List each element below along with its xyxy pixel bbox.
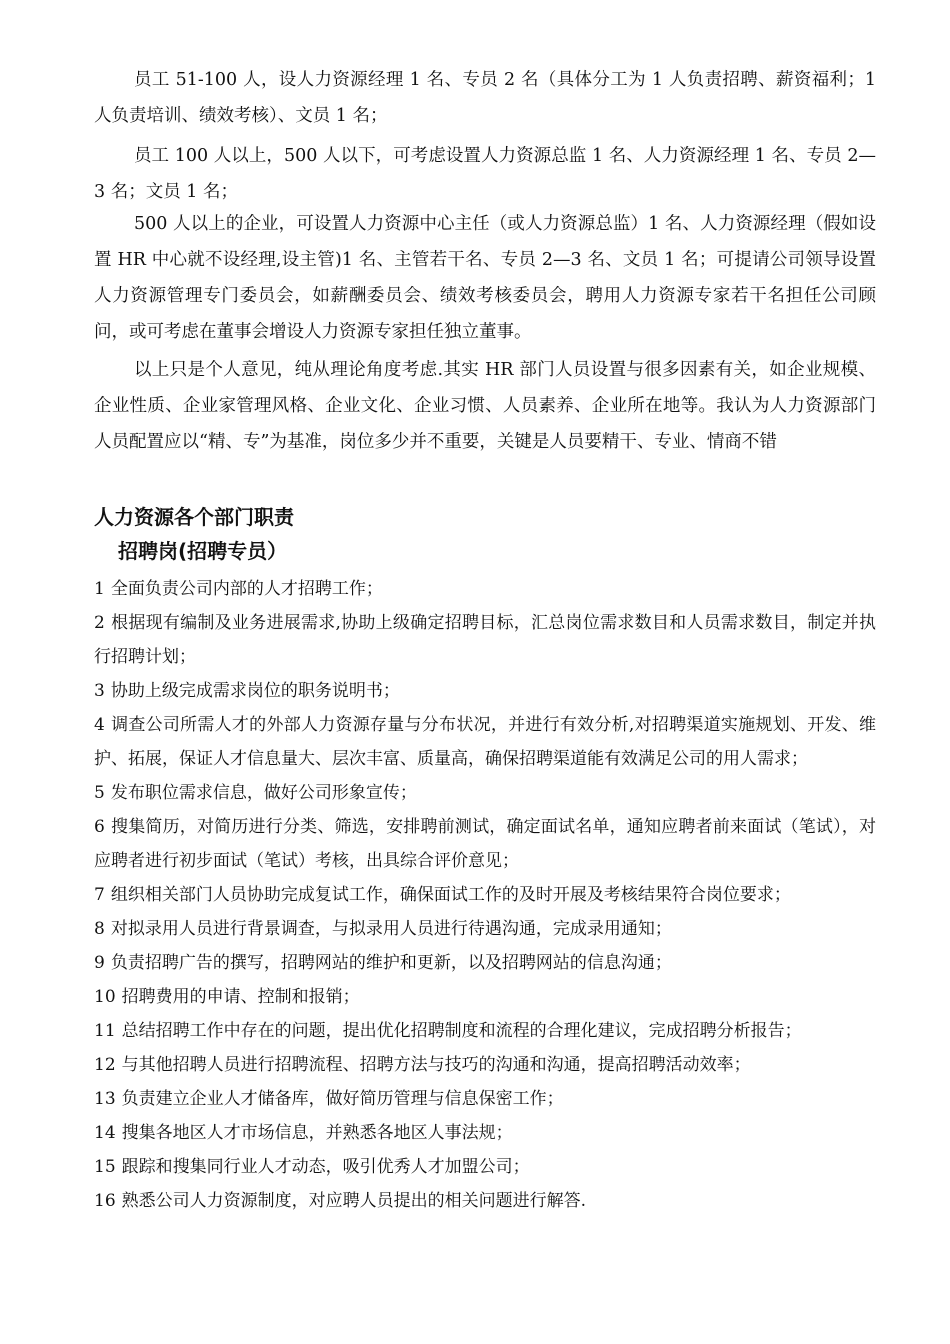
duty-item: [94, 1014, 876, 1048]
paragraph-staffing-over-500: 500 人以上的企业，可设置人力资源中心主任（或人力资源总监）1 名、人力资源经理（假如设置 HR 中心就不设经理,设主管)1 名、主管若干名、专员 2—3 名、文员 1 名；可提请公司领导设置人力资源管理专门委员会，如薪酬委员会、绩效考核委员会，聘用人力资源专家若干名担任公司顾问，或可考虑在董事会增设人力资源专家担任独立董事。: [94, 214, 876, 342]
duty-number: 7: [94, 885, 105, 905]
duty-number: 3: [94, 681, 105, 701]
duty-text: 对拟录用人员进行背景调查，与拟录用人员进行待遇沟通，完成录用通知；: [110, 919, 672, 939]
duty-number: 8: [94, 919, 105, 939]
duty-number: 4: [94, 715, 105, 735]
duty-text: 搜集各地区人才市场信息，并熟悉各地区人事法规；: [121, 1123, 513, 1143]
duty-number: 6: [94, 817, 105, 837]
duty-number: 15: [94, 1157, 116, 1177]
duty-number: 12: [94, 1055, 116, 1075]
duty-item: [94, 572, 876, 606]
duty-number: 13: [94, 1089, 116, 1109]
duty-number: 14: [94, 1123, 116, 1143]
duty-number: 9: [94, 953, 105, 973]
duty-item: [94, 674, 876, 708]
duty-text: 发布职位需求信息，做好公司形象宣传；: [110, 783, 417, 803]
duty-item: [94, 1150, 876, 1184]
duty-item: [94, 810, 876, 878]
duty-number: 5: [94, 783, 105, 803]
duty-number: 2: [94, 613, 105, 633]
duty-text: 组织相关部门人员协助完成复试工作，确保面试工作的及时开展及考核结果符合岗位要求；: [110, 885, 791, 905]
duty-item: [94, 878, 876, 912]
paragraph-personal-opinion: 以上只是个人意见，纯从理论角度考虑.其实 HR 部门人员设置与很多因素有关，如企业规模、企业性质、企业家管理风格、企业文化、企业习惯、人员素养、企业所在地等。我认为人力资源部门人员配置应以“精、专”为基准，岗位多少并不重要，关键是人员要精干、专业、情商不错: [94, 360, 876, 452]
duty-text: 跟踪和搜集同行业人才动态，吸引优秀人才加盟公司；: [121, 1157, 530, 1177]
duty-item: [94, 912, 876, 946]
duty-text: 与其他招聘人员进行招聘流程、招聘方法与技巧的沟通和沟通，提高招聘活动效率；: [121, 1055, 751, 1075]
duty-number: 10: [94, 987, 116, 1007]
duty-text: 负责招聘广告的撰写，招聘网站的维护和更新，以及招聘网站的信息沟通；: [110, 953, 672, 973]
duty-item: [94, 606, 876, 674]
duty-text: 总结招聘工作中存在的问题，提出优化招聘制度和流程的合理化建议，完成招聘分析报告；: [121, 1021, 802, 1041]
duty-text: 招聘费用的申请、控制和报销；: [121, 987, 360, 1007]
paragraph-staffing-51-100: 员工 51-100 人，设人力资源经理 1 名、专员 2 名（具体分工为 1 人负责招聘、薪资福利；1 人负责培训、绩效考核）、文员 1 名；: [94, 70, 876, 126]
duty-text: 熟悉公司人力资源制度，对应聘人员提出的相关问题进行解答.: [121, 1191, 587, 1211]
duty-item: [94, 946, 876, 980]
duty-text: 协助上级完成需求岗位的职务说明书；: [110, 681, 400, 701]
duty-item: [94, 1048, 876, 1082]
section-title: 人力资源各个部门职责: [94, 505, 294, 529]
duty-number: 11: [94, 1021, 116, 1041]
duty-number: 16: [94, 1191, 116, 1211]
subsection-title: 招聘岗(招聘专员）: [118, 539, 288, 563]
duty-item: [94, 1184, 876, 1218]
duty-text: 负责建立企业人才储备库，做好简历管理与信息保密工作；: [121, 1089, 564, 1109]
duty-item: [94, 1082, 876, 1116]
duty-text: 调查公司所需人才的外部人力资源存量与分布状况，并进行有效分析,对招聘渠道实施规划、开发、维护、拓展，保证人才信息量大、层次丰富、质量高，确保招聘渠道能有效满足公司的用人需求；: [94, 715, 876, 769]
duty-text: 搜集简历，对简历进行分类、筛选，安排聘前测试，确定面试名单，通知应聘者前来面试（笔试），对应聘者进行初步面试（笔试）考核，出具综合评价意见；: [94, 817, 876, 871]
duty-list: [94, 572, 876, 1218]
duty-item: [94, 1116, 876, 1150]
duty-item: [94, 708, 876, 776]
duty-item: [94, 980, 876, 1014]
duty-text: 全面负责公司内部的人才招聘工作；: [110, 579, 383, 599]
paragraph-staffing-100-500: 员工 100 人以上，500 人以下，可考虑设置人力资源总监 1 名、人力资源经理 1 名、专员 2—3 名；文员 1 名；: [94, 146, 876, 202]
duty-item: [94, 776, 876, 810]
duty-number: 1: [94, 579, 105, 599]
duty-text: 根据现有编制及业务进展需求,协助上级确定招聘目标，汇总岗位需求数目和人员需求数目，制定并执行招聘计划；: [94, 613, 876, 667]
